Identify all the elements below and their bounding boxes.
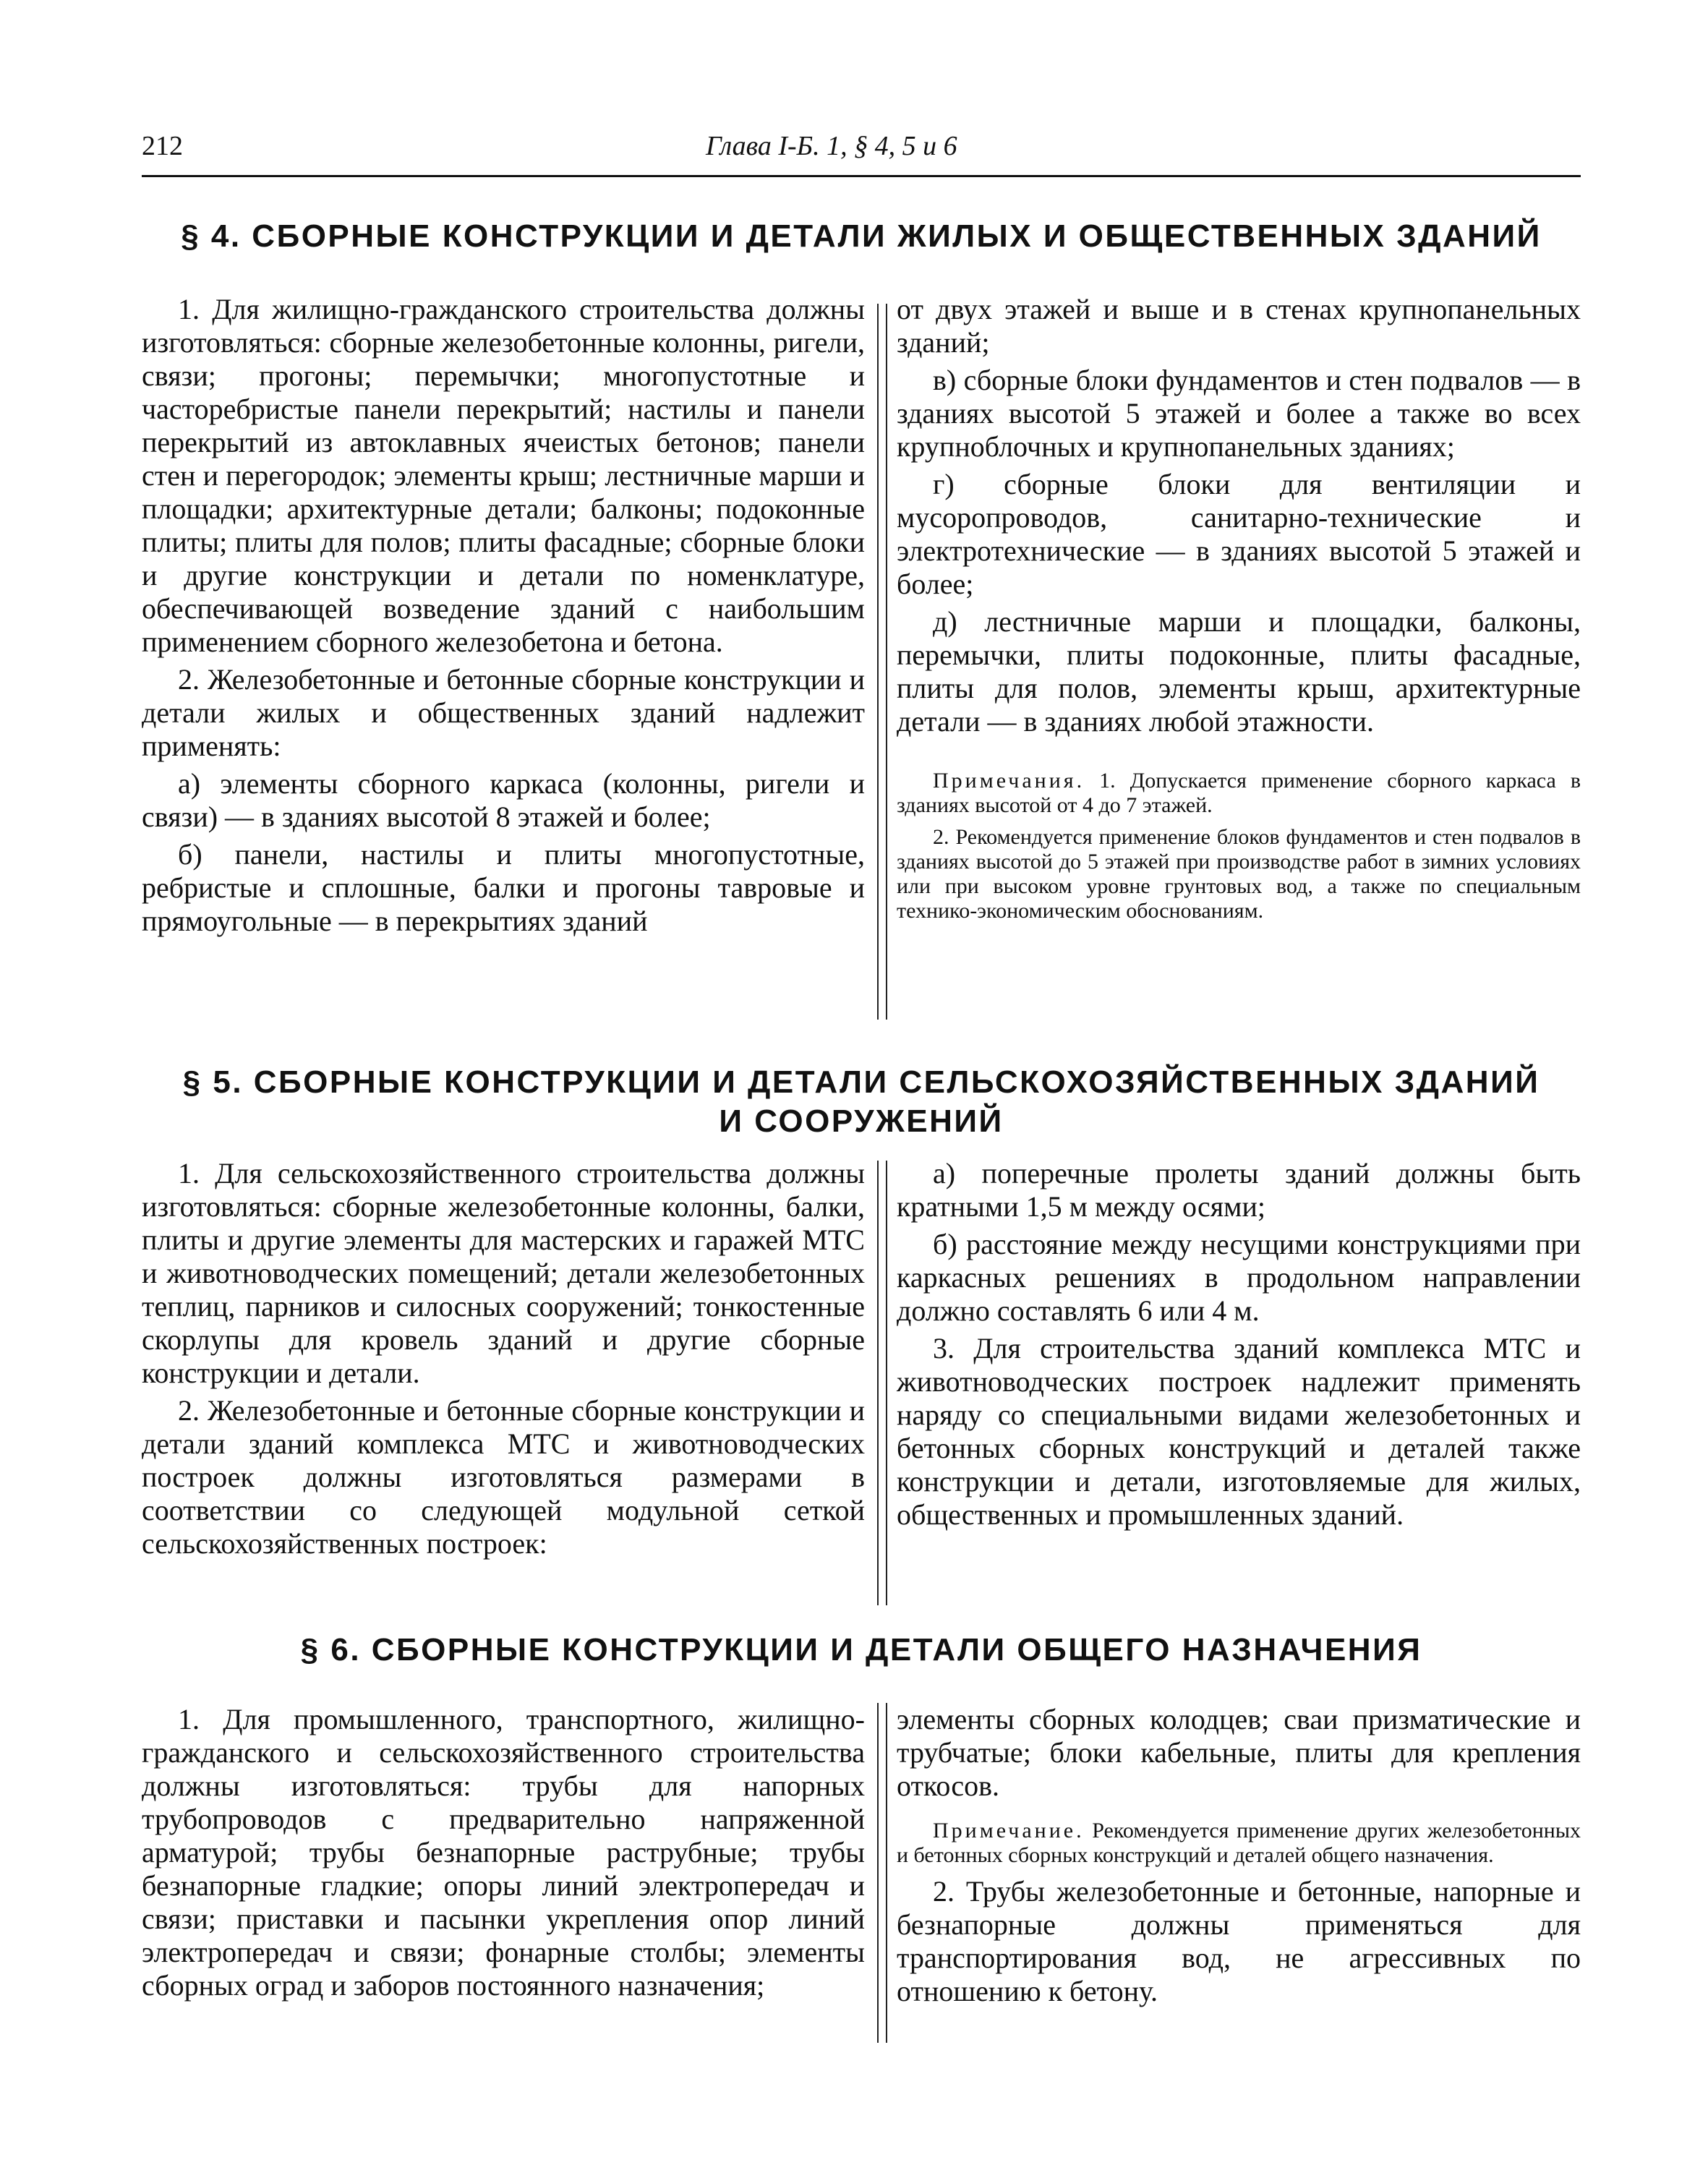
- paragraph: 2. Железобетонные и бетонные сборные конструкции и детали зданий комплекса МТС и животноводческих построек должны изготовляться размерами в соответствии со следующей модульной сеткой сельскохозяйственных построек:: [142, 1394, 865, 1560]
- section-5-right-column: [897, 1157, 1581, 1536]
- paragraph: 1. Для жилищно-гражданского строительства должны изготовляться: сборные железобетонные колонны, ригели, связи; прогоны; перемычки; многопустотные и часторебристые панели перекрытий; настилы и панели перекрытий из автоклавных ячеистых бетонов; панели стен и перегородок; элементы крыш; лестничные марши и площадки; архитектурные детали; балконы; подоконные плиты; плиты для полов; плиты фасадные; сборные блоки и другие конструкции и детали по номенклатуре, обеспечивающей возведение зданий с наибольшим применением сборного железобетона и бетона.: [142, 293, 865, 658]
- note-2: 2. Рекомендуется применение блоков фундаментов и стен подвалов в зданиях высотой до 5 этажей при производстве работ в зимних условиях или при высоком уровне грунтовых вод, а также по специальным технико-экономическим обоснованиям.: [897, 825, 1581, 923]
- paragraph: б) панели, настилы и плиты многопустотные, ребристые и сплошные, балки и прогоны тавровые и прямоугольные — в перекрытиях зданий: [142, 838, 865, 937]
- note-1: Примечания. 1. Допускается применение сборного каркаса в зданиях высотой от 4 до 7 этажей.: [897, 769, 1581, 817]
- paragraph: а) элементы сборного каркаса (колонны, ригели и связи) — в зданиях высотой 8 этажей и более;: [142, 767, 865, 833]
- section-4-right-column: [897, 293, 1581, 931]
- paragraph: а) поперечные пролеты зданий должны быть кратными 1,5 м между осями;: [897, 1157, 1581, 1223]
- section-6-left-column: [142, 1703, 865, 2007]
- section-5-left-column: [142, 1157, 865, 1565]
- paragraph: 2. Трубы железобетонные и бетонные, напорные и безнапорные должны применяться для транспортирования вод, не агрессивных по отношению к бетону.: [897, 1875, 1581, 2007]
- note-label: Примечания.: [933, 769, 1085, 793]
- paragraph: 3. Для строительства зданий комплекса МТС и животноводческих построек надлежит применять наряду со специальными видами железобетонных и бетонных сборных конструкций и деталей также конструкции и детали, изготовляемые для жилых, общественных и промышленных зданий.: [897, 1332, 1581, 1531]
- section-4-left-column: [142, 293, 865, 942]
- section-6-right-column: [897, 1703, 1581, 2012]
- running-head: Глава I-Б. 1, § 4, 5 и 6: [706, 131, 957, 161]
- page-number: 212: [142, 131, 183, 161]
- section-5-title: § 5. СБОРНЫЕ КОНСТРУКЦИИ И ДЕТАЛИ СЕЛЬСКОХОЗЯЙСТВЕННЫХ ЗДАНИЙ И СООРУЖЕНИЙ: [182, 1064, 1540, 1139]
- column-divider: [877, 1161, 887, 1605]
- paragraph: г) сборные блоки для вентиляции и мусоропроводов, санитарно-технические и электротехнические — в зданиях высотой 5 этажей и более;: [897, 468, 1581, 600]
- section-4-title: § 4. СБОРНЫЕ КОНСТРУКЦИИ И ДЕТАЛИ ЖИЛЫХ И ОБЩЕСТВЕННЫХ ЗДАНИЙ: [181, 218, 1542, 254]
- paragraph: д) лестничные марши и площадки, балконы, перемычки, плиты подоконные, плиты фасадные, плиты для полов, элементы крыш, архитектурные детали — в зданиях любой этажности.: [897, 605, 1581, 738]
- note: Примечание. Рекомендуется применение других железобетонных и бетонных сборных конструкций и деталей общего назначения.: [897, 1819, 1581, 1867]
- paragraph: элементы сборных колодцев; сваи призматические и трубчатые; блоки кабельные, плиты для крепления откосов.: [897, 1703, 1581, 1802]
- column-divider: [877, 304, 887, 1020]
- paragraph: 1. Для промышленного, транспортного, жилищно-гражданского и сельскохозяйственного строительства должны изготовляться: трубы для напорных трубопроводов с предварительно напряженной арматурой; трубы безнапорные раструбные; трубы безнапорные гладкие; опоры линий электропередач и связи; приставки и пасынки укрепления опор линий электропередач и связи; фонарные столбы; элементы сборных оград и заборов постоянного назначения;: [142, 1703, 865, 2002]
- paragraph: 2. Железобетонные и бетонные сборные конструкции и детали жилых и общественных зданий надлежит применять:: [142, 663, 865, 762]
- page-header: [142, 130, 1581, 177]
- paragraph: 1. Для сельскохозяйственного строительства должны изготовляться: сборные железобетонные колонны, балки, плиты и другие элементы для мастерских и гаражей МТС и животноводческих помещений; детали железобетонных теплиц, парников и силосных сооружений; тонкостенные скорлупы для кровель зданий и другие сборные конструкции и детали.: [142, 1157, 865, 1389]
- paragraph: б) расстояние между несущими конструкциями при каркасных решениях в продольном направлении должно составлять 6 или 4 м.: [897, 1228, 1581, 1327]
- paragraph: от двух этажей и выше и в стенах крупнопанельных зданий;: [897, 293, 1581, 359]
- section-6-title: § 6. СБОРНЫЕ КОНСТРУКЦИИ И ДЕТАЛИ ОБЩЕГО НАЗНАЧЕНИЯ: [300, 1632, 1422, 1667]
- note-label: Примечание.: [933, 1819, 1085, 1842]
- column-divider: [877, 1703, 887, 2043]
- paragraph: в) сборные блоки фундаментов и стен подвалов — в зданиях высотой 5 этажей и более а также во всех крупноблочных и крупнопанельных зданиях;: [897, 364, 1581, 463]
